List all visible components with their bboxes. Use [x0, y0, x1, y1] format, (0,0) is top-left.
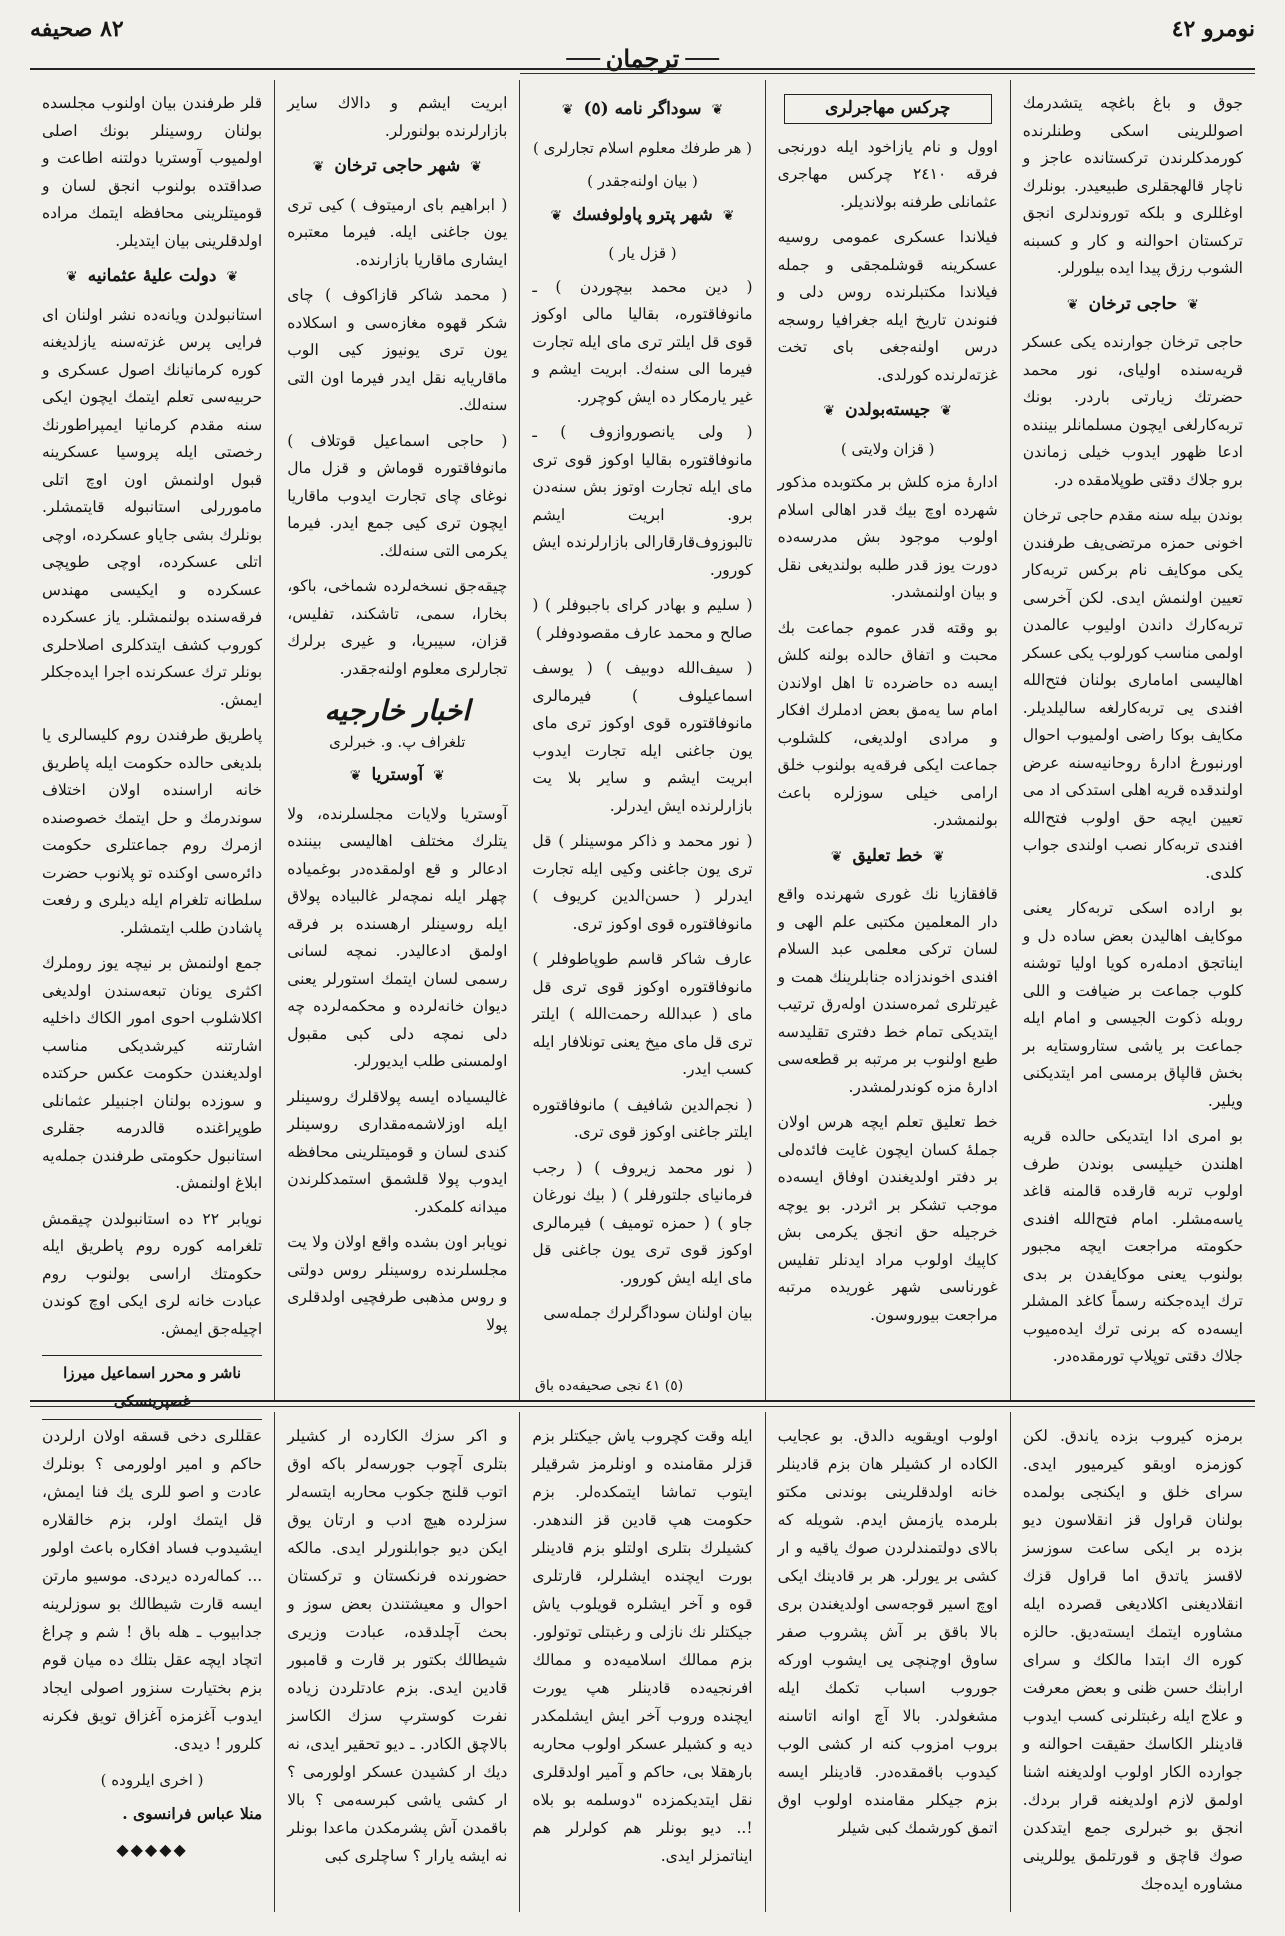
col4-para-4: چيقه‌جق نسخه‌لرده شماخى، باكو، بخارا، سمى، تاشكند، تفليس، قزان، سيبريا، و غيرى برلرك تجارلرى معلوم اولنه‌جقدر. [287, 577, 508, 678]
bottom-col2-text: اولوب اويقويه دالدق. بو عجايب الكاده ار كشيلر هان بزم قادينلر خانه اولدقلرينى بوندنى مكتو بلرمده يازمش ايدم. شويله كه بالاى دولتمندلردن صوك ياقيه و ار كشى بر يورلر. هر بر قادينك ايكى اوچ اسير قوجه‌سى اولديغندن برى بالا باقق بر آش پشروب صفر ساوق اوچنچى يى ايشوب اوركه جوروب اسباب تكمك ايله مشغولدر. بالا آچ اوانه اتاسنه بروب امزوب كنه ار كشى الوب كيدوب باقمقده‌در. قادينلر ايسه بزم جيكلر مقامنده اولوب اوق اتمق كورشمك كبى شيلر [777, 1427, 998, 1837]
column-2 [765, 80, 1010, 1400]
page-label: ٨٢ صحيفه [30, 16, 124, 42]
bottom-col1-text: برمزه كيروب بزده ياندق. لكن كوزمزه اوبقو كيرميور ايدى. سراى خلق و ايكنجى بولمده بولنان قراول قز انقلاسون ديو بزده بر ايكى ساعت سوزسز لاقسز ياتدق اما قراول قزك انقلاديغنى اكلاديغى قصرده ايله مشاوره ايتمك ايسته‌ديق. حالزه كوره اك ابتدا مالكك و سراى ارابنك حسن ظنى و بعض معرفت و علاج ايله رغبتلرنى كسب ايدوب قادينلر الكاسك حقيقت احوالنه و جوارده الكار اولوب اولديغنه اشنا اولمق لازم اولديغنه قرار بردك. انجق بو خبرلرى جمع ايتدكدن صوك قاچق و قورتلمق يوللرينى مشاوره ايده‌جك [1022, 1427, 1243, 1893]
column-1 [1010, 80, 1255, 1400]
col5-para-3: جمع اولنمش بر نيچه يوز روملرك اكثرى يونان تبعه‌سندن اولديغى اكلاشلوب احوى امور الكاك داخليه اشارتنه كيرشديكى مناسب اولديغندن حكومت عكس حركتده و سوزده بولنان اجنبيلر عثمانلى طوپراغنده قالدرمه جقلرى استانبول حكومتى طرفندن جمله‌يه ابلاغ اولنمش. [41, 954, 263, 1192]
col4-para-1: ( ابراهيم باى ارميتوف ) كيى ترى يون جاغنى ايله. فيرما معتبره ايشارى ماقاريا بازارنده. [287, 195, 508, 269]
col3-para-4: ( سيف‌الله دوبيف ) ( يوسف اسماعيلوف ) فيرمالرى مانوفاقتوره قوى اوكوز ترى ماى يون جاغنى ايله تجارت ايدوب ابريت ايشم و ساير بلا يت بازارلرنده ايش ايدرلر. [532, 659, 753, 815]
col4-para-7: نويابر اون بشده واقع اولان ولا يت مجلسلرنده روسينلر روس دولتى و روس مذهبى طرفچيى اولدقلرى پولا [287, 1233, 508, 1334]
col1-intro: جوق و باغ باغچه يتشدرمك اصوللرينى اسكى وطنلرنده كورمدكلرندن تركستانده عاجز و ناچار قالهجقلرى طبيعيدر. بونلرك اوغللرى و بلكه توروندلرى انجق تركستان احوالنه و كار و كسبنه الشوب رزق پيدا ايده بيلورلر. [1022, 94, 1243, 277]
col3-para-9: بيان اولنان سوداگرلرك جمله‌سى [543, 1304, 753, 1322]
col5-para-4: نويابر ٢٢ ده استانبولدن چيقمش تلغرامه كوره روم پاطريق ايله حكومتك اراسى بولنوب روم عبادت خانه لرى ايكى اوچ كوندن اچيله‌جق ايمش. [41, 1209, 263, 1338]
head-haji-tarkhan: ❦ حاجى ترخان ❦ [1023, 291, 1243, 320]
col1-para-4: بو اراده اسكى تربه‌كار يعنى موكايف اهاليدن بعض ساده دل و ايناتجق ادمله‌ره كويا اوليا توشنه كلوب جماعت بر ضيافت و اللى روبله ذكوت الجيسى و امام ايله جماعت بر ياشى ستاروستايه بر بخش قالپاق برمسى امر ايتديكنى ويلير. [1022, 899, 1243, 1110]
col2-para-4: بو وقته قدر عموم جماعت بك محبت و اتفاق حالده بولنه كلش ايسه ده حاضرده تا اهل اولاندن امام سا يه‌مق بعض ادملرك افكار و مرادى اولديغى، كلشلوب جماعت ايكى فرقه‌يه بولنوب خلق ارامى خيلى سوزلره باعث بولنمشدر. [777, 618, 998, 829]
col3-para-7: ( نجم‌الدين شافيف ) مانوفاقتوره ايلتر جاغنى اوكوز قوى ترى. [532, 1095, 753, 1141]
col1-para-5: بو امرى ادا ايتديكى حالده قريه اهلندن خيليسى بوندن طرف اولوب تربه قارقده قالمنه قاغد ياسه‌مشلر. امام فتح‌الله افندى حكومته مراجعت ايچه مجبور بولنوب يعنى موكايفدن بر بدى ترك ايده‌جكنه رسماً كاغد المشلر ايسه‌ده كه برنى ترك ايده‌ميوب جلاك دقتى توپلاپ تورمقده‌در. [1022, 1127, 1243, 1365]
col4-para-5: آوستريا ولايات مجلسلرنده، ولا يتلرك مختلف اهاليسى بيننده ادعالر و قع اولمقده‌در بوغمياده چهلر ايله نمچه‌لر غالبياده پولاق ايله روسينلر ارهسنده بر فرقه اولمق ادعاليدر. نمچه لسانى رسمى لسان ايتمك استورلر يعنى ديوان خانه‌لرده و محكمه‌لرده چه دلى نمچه دلى كبى مقبول اولمسنى طلب ايديورلر. [287, 804, 508, 1070]
bottom-column-1 [1010, 1412, 1255, 1912]
head-circassian: چركس مهاجرلرى [784, 94, 992, 124]
col3-para-5: ( نور محمد و ذاكر موسينلر ) قل ترى يون جاغنى وكيى ايله تجارت ايدرلر ( حسن‌الدين كريوف ) مانوفاقتوره قوى اوكوز ترى. [532, 832, 753, 933]
sub-telegraph: تلغراف پ. و. خبرلرى [329, 732, 466, 751]
issue-number: نومرو ٤٢ [1171, 16, 1255, 42]
column-4 [274, 80, 519, 1400]
ornament-divider: ◆◆◆◆◆ [116, 1840, 188, 1859]
bottom-column-5 [30, 1412, 274, 1912]
head-petro: ❦ شهر پترو پاولوفسك ❦ [532, 202, 752, 231]
bottom-col5-text: عقللرى دخى قسقه اولان ارلردن حاكم و امير اولورمى ؟ بونلرك عادت و اصو للرى يك فنا ايمش، قل ايتمك اولر، بزم خالقلاره ايشيدوب فساد افكاره باعث اولور ... كماله‌رده ديردى. موسيو مارتن ايسه قارت شيطالك بو سوزلرينه جدابيوب ـ هله باق ! شم و چراغ اتچاد ايچه عقل بتلك ده ميان قوم بزم بختيارت سنزور اصولى ايجاد ايدوب آغزمزه آغزاق تويق فكرنه كلرور ! ديدى. [41, 1427, 263, 1753]
top-rule [30, 68, 1255, 70]
head-news: ❦ جيسته‌بولدن ❦ [778, 397, 998, 426]
col4-para-top: ابريت ايشم و دالاك ساير بازارلرنده بولنورلر. [287, 94, 508, 140]
col2-para-1: اوول و نام يازاخود ايله دورنجى فرقه ٢٤١٠ چركس مهاجرى عثمانلى طرفنه بولانديلر. [777, 137, 998, 211]
continuation-note: (٥) ٤١ نجى صحيفه‌ده باق [535, 1378, 684, 1394]
upper-columns [30, 80, 1255, 1410]
col2-para-2: فيلاندا عسكرى عمومى روسيه عسكرينه قوشلمجقى و جمله فيلاندا مكتبلرنده روس دلى و فنوندن تاريخ ايله جغرافيا روسجه درس اولنه‌جغى باى تخت غزته‌لرنده كورلدى. [777, 228, 998, 384]
head-trade: ❦ سوداگر نامه (٥) ❦ [532, 96, 752, 125]
col3-para-3: ( سليم و بهادر كراى باجبوفلر ) ( صالح و محمد عارف مقصودوفلر ) [532, 596, 753, 642]
author-signature: منلا عباس فرانسوى . [122, 1804, 263, 1823]
publisher-line: ناشر و محرر اسماعيل ميرزا غصپرينسكى [42, 1355, 262, 1420]
col5-para-2: پاطريق طرفندن روم كليسالرى يا بلديغى حالده حكومت ايله پاطريق خانه اراسنده اولان اختلاف سوندرمك و حل ايتمك خصوصنده ازمرك روم جماعتلرى حكومت دائره‌سى اوكنده تو پلانوب حضرت سلطانه تلغرام ايله ديلرى و رفعت پاشادن طلب ايتمشلر. [41, 726, 263, 937]
bottom-col4-text: و اكر سزك الكارده ار كشيلر بتلرى آچوب جورسه‌لر باكه اوق اتوب قلنج جكوب محاربه ايتسه‌لر سزلرده هيچ ادب و ارتان يوق ايكن ديو جوابلنورلر ايدى. مالكه حضورنده فرنكستان و تركستان احوال و معيشتندن بعض سوز و بحث آچلدقده، عبادت وزيرى شيطالك بكتور بر قارت و قامبور قادين ايدى. بزم عادتلردن زياده نفرت كوسترپ سزك الكاسز بالاچق الكادر. ـ ديو تحقير ايدى، نه ديك ار كشيدن عسكر اولورمى ؟ ار كشى ياشى كبرسه‌مى ؟ بالا باقمدن آش پشرمكدن ماعدا بونلر نه ايشه يارار ؟ ساچلرى كبى [287, 1427, 508, 1865]
sub-trade: ( هر طرفك معلوم اسلام تجارلرى ) [532, 138, 752, 157]
foreign-news-heading: اخبار خارجيه [324, 694, 471, 727]
to-be-continued: ( اخرى ايلروده ) [100, 1771, 204, 1789]
bottom-column-4 [274, 1412, 519, 1912]
col5-para-1: استانبولدن ويانه‌ده نشر اولنان اى فرايى پرس غزته‌سنه يازلديغنه كوره كرمانيانك اصول عسكرى و حربيه‌سى تعلم ايتمك ايچون ايكى سنه مقدم كرمانيا ايمپراطورنك رخصتى ايله پروسيا عسكرينه قبول اولنمش اون اوچ اتلى ماموررلى استانبوله قايتمشلر. بونلرك بشى جاياو عسكرده، اوچى اتلى عسكرده، اوچى طوپچى عسكرده و ايكيسى مهندس فرقه‌سنده بولنمشلر. ياز عسكرده كوروب كشف ايتدكلرى اصلاحلرى بونلر ترك عسكرنده اجرا ايده‌جكلر ايمش. [41, 305, 263, 709]
paper-title: ترجمان [566, 44, 720, 73]
column-5 [30, 80, 274, 1410]
sub-petro: ( قزل يار ) [608, 244, 677, 262]
head-khatt: ❦ خط تعليق ❦ [778, 843, 998, 872]
bottom-column-2 [765, 1412, 1010, 1912]
col3-para-8: ( نور محمد زيروف ) ( رجب فرمانياى جلتورفلر ) ( بيك نورغان جاو ) ( حمزه توميف ) فيرمالرى اوكوز قوى ترى يون جاغنى قل ماى ايله ايش كورور. [532, 1158, 753, 1287]
head-ottoman: ❦ دولت عليهٔ عثمانيه ❦ [42, 263, 262, 292]
col1-para-3: بوندن بيله سنه مقدم حاجى ترخان اخونى حمزه مرتضى‌يف طرفندن يكى موكايف نام بركس تربه‌كار تعيين اولنمش ايدى. لكن آخرسى تربه‌كارك داندن اوليوب عالمدن اولمى مناسب كورلوب يكى عسكر اهاليسى امامارى بولنان فتح‌الله افندى يى تربه‌كارلغه ساليلديلر. مكايف بوكا راضى اولميوب احوال اورنبورغ ادارهٔ روحانيه‌سنه عرض اولندقده قريه اهلى استدكى اد مى تعيين ايچه حق اولوب فتح‌الله افندى تربه‌كار نصب اولندى جواب كلدى. [1022, 506, 1243, 882]
col1-para-2: حاجى ترخان جوارنده يكى عسكر قريه‌سنده اولياى، نور محمد حضرتك زيارتى باردر. بونك تربه‌كارلغى ايچون مسلمانلر بيننده ادعا ظهور ايدوب خيلى زماندن برو جلاك دقتى طوپلامقده در. [1022, 333, 1243, 489]
col2-para-6: خط تعليق تعلم ايچه هرس اولان جملهٔ كسان ايچون غايت فائده‌لى بر دفتر اولديغندن اوفاق ايسه‌ده موجب تشكر بر اثردر. بو يوچه خرجيله حق انجق يكرمى بش كاپيك اولوب مراد ايدنلر تفليس غورناسى شهر غوريده مرتبه مراجعت بيوروسون. [777, 1113, 998, 1324]
sub-trade-2: ( بيان اولنه‌جقدر ) [587, 172, 698, 190]
col4-para-6: غاليسياده ايسه پولاقلرك روسينلر ايله اوزلاشمه‌مقدارى روسينلر كندى لسان و قوميتلرينى محافظه ايدوب پولا قلشمق استمدكلرندن ميدانه كلمكدر. [287, 1087, 508, 1216]
col5-para-top: قلر طرفندن بيان اولنوب مجلسده بولنان روسينلر بونك اصلى اولميوب آوستريا دولتنه اطاعت و صداقتده بولنوب انجق لسان و قوميتلرينى محافظه ايتمك مراده اولدقلرينى بيان ايتديلر. [41, 94, 263, 250]
column-3 [519, 80, 764, 1400]
masthead [30, 14, 1255, 73]
col3-para-2: ( ولى يانصوروازوف ) ـ مانوفاقتوره بقاليا اوكوز قوى ترى ماى ايله تجارت اوتوز بش سنه‌دن برو. ابريت ايشم تالبوزوف‌قارقارالى بازارلرنده ايش كورور. [532, 423, 753, 579]
bottom-column-3 [519, 1412, 764, 1912]
col3-para-6: عارف شاكر قاسم طوپاطوفلر ) مانوفاقتوره اوكوز قوى ترى قل ماى ( عبدالله رحمت‌الله ) ايلتر ترى قل ماى ميخ يعنى تونلافار ايله كسب ايدر. [532, 950, 753, 1078]
col4-para-2: ( محمد شاكر قازاكوف ) چاى شكر قهوه مغازه‌سى و اسكلاده يون ترى يونيوز كيى الوب ماقاريايه نقل ايدر فيرما اون التى سنه‌لك. [287, 286, 508, 414]
head-haji: ❦ شهر حاجى ترخان ❦ [287, 153, 507, 182]
col2-para-5: قافقازيا نك غورى شهرنده واقع دار المعلمين مكتبى علم الهى و لسان تركى معلمى عبد السلام افندى اخوندزاده جنابلرينك همت و غيرتلرى ثمره‌سندن اوله‌رق ترتيب ايتديكى تمام خط دفترى تقليدسه طبع اولنوب بر مرتبه بر قطعه‌سى ادارهٔ مزه كوندرلمشدر. [777, 885, 998, 1096]
bottom-col3-text: ايله وقت كچروب ياش جيكتلر بزم قزلر مقامنده و اونلرمز شرقيلر ايتوب تماشا ايتمكده‌لر. بزم حكومت هپ قادين قز الندهدر. كشيلرك بتلرى اولتلو بزم قادينلر بورت ايچنده ايشلرلر، قارتلرى قوه و آخر ايشلره قويلوب ياش جيكتلر نك نازلى و رغبتلى توتولور. بزم ممالك اسلاميه‌ده و ممالك افرنجيه‌ده قادينلر هپ يورت ايچنده وروب آخر ايش ايشلمكدر ديه و كشيلر عسكر اولوب محاربه بارهقلا بى، حاكم و آمير اولدقلرى نقل ايتديكمزده "دوسلمه بو بلاه !.. ديو بونلر هم كولرلر هم ايناتمزلر ايدى. [532, 1427, 753, 1865]
col3-para-1: ( دين محمد بيچوردن ) ـ مانوفاقتوره، بقاليا مالى اوكوز قوى قل ايلتر ترى ماى ايله تجارت فيرما الى سنه‌ك. ابريت ايشم و غير يارمكار ده ايش كوچرر. [532, 277, 753, 406]
head-austria: ❦ آوستريا ❦ [287, 762, 507, 791]
sub-kazan: ( قزان ولايتى ) [840, 439, 935, 458]
feuilleton-columns [30, 1412, 1255, 1912]
feuilleton-rule [30, 1400, 1255, 1402]
col2-para-3: ادارهٔ مزه كلش بر مكتوبده مذكور شهرده اوچ بيك قدر اهالى اسلام اولوب موجود بش مدرسه‌ده دورت يوز قدر طلبه بولنديغى نقل و بيان اولنمشدر. [777, 473, 998, 601]
col4-para-3: ( حاجى اسماعيل قوتلاف ) مانوفاقتوره قوماش و قزل مال نوغاى چاى تجارت ايدوب ماقاريا ايچون ترى كيى جمع ايدر. فيرما يكرمى التى سنه‌لك. [287, 431, 508, 560]
